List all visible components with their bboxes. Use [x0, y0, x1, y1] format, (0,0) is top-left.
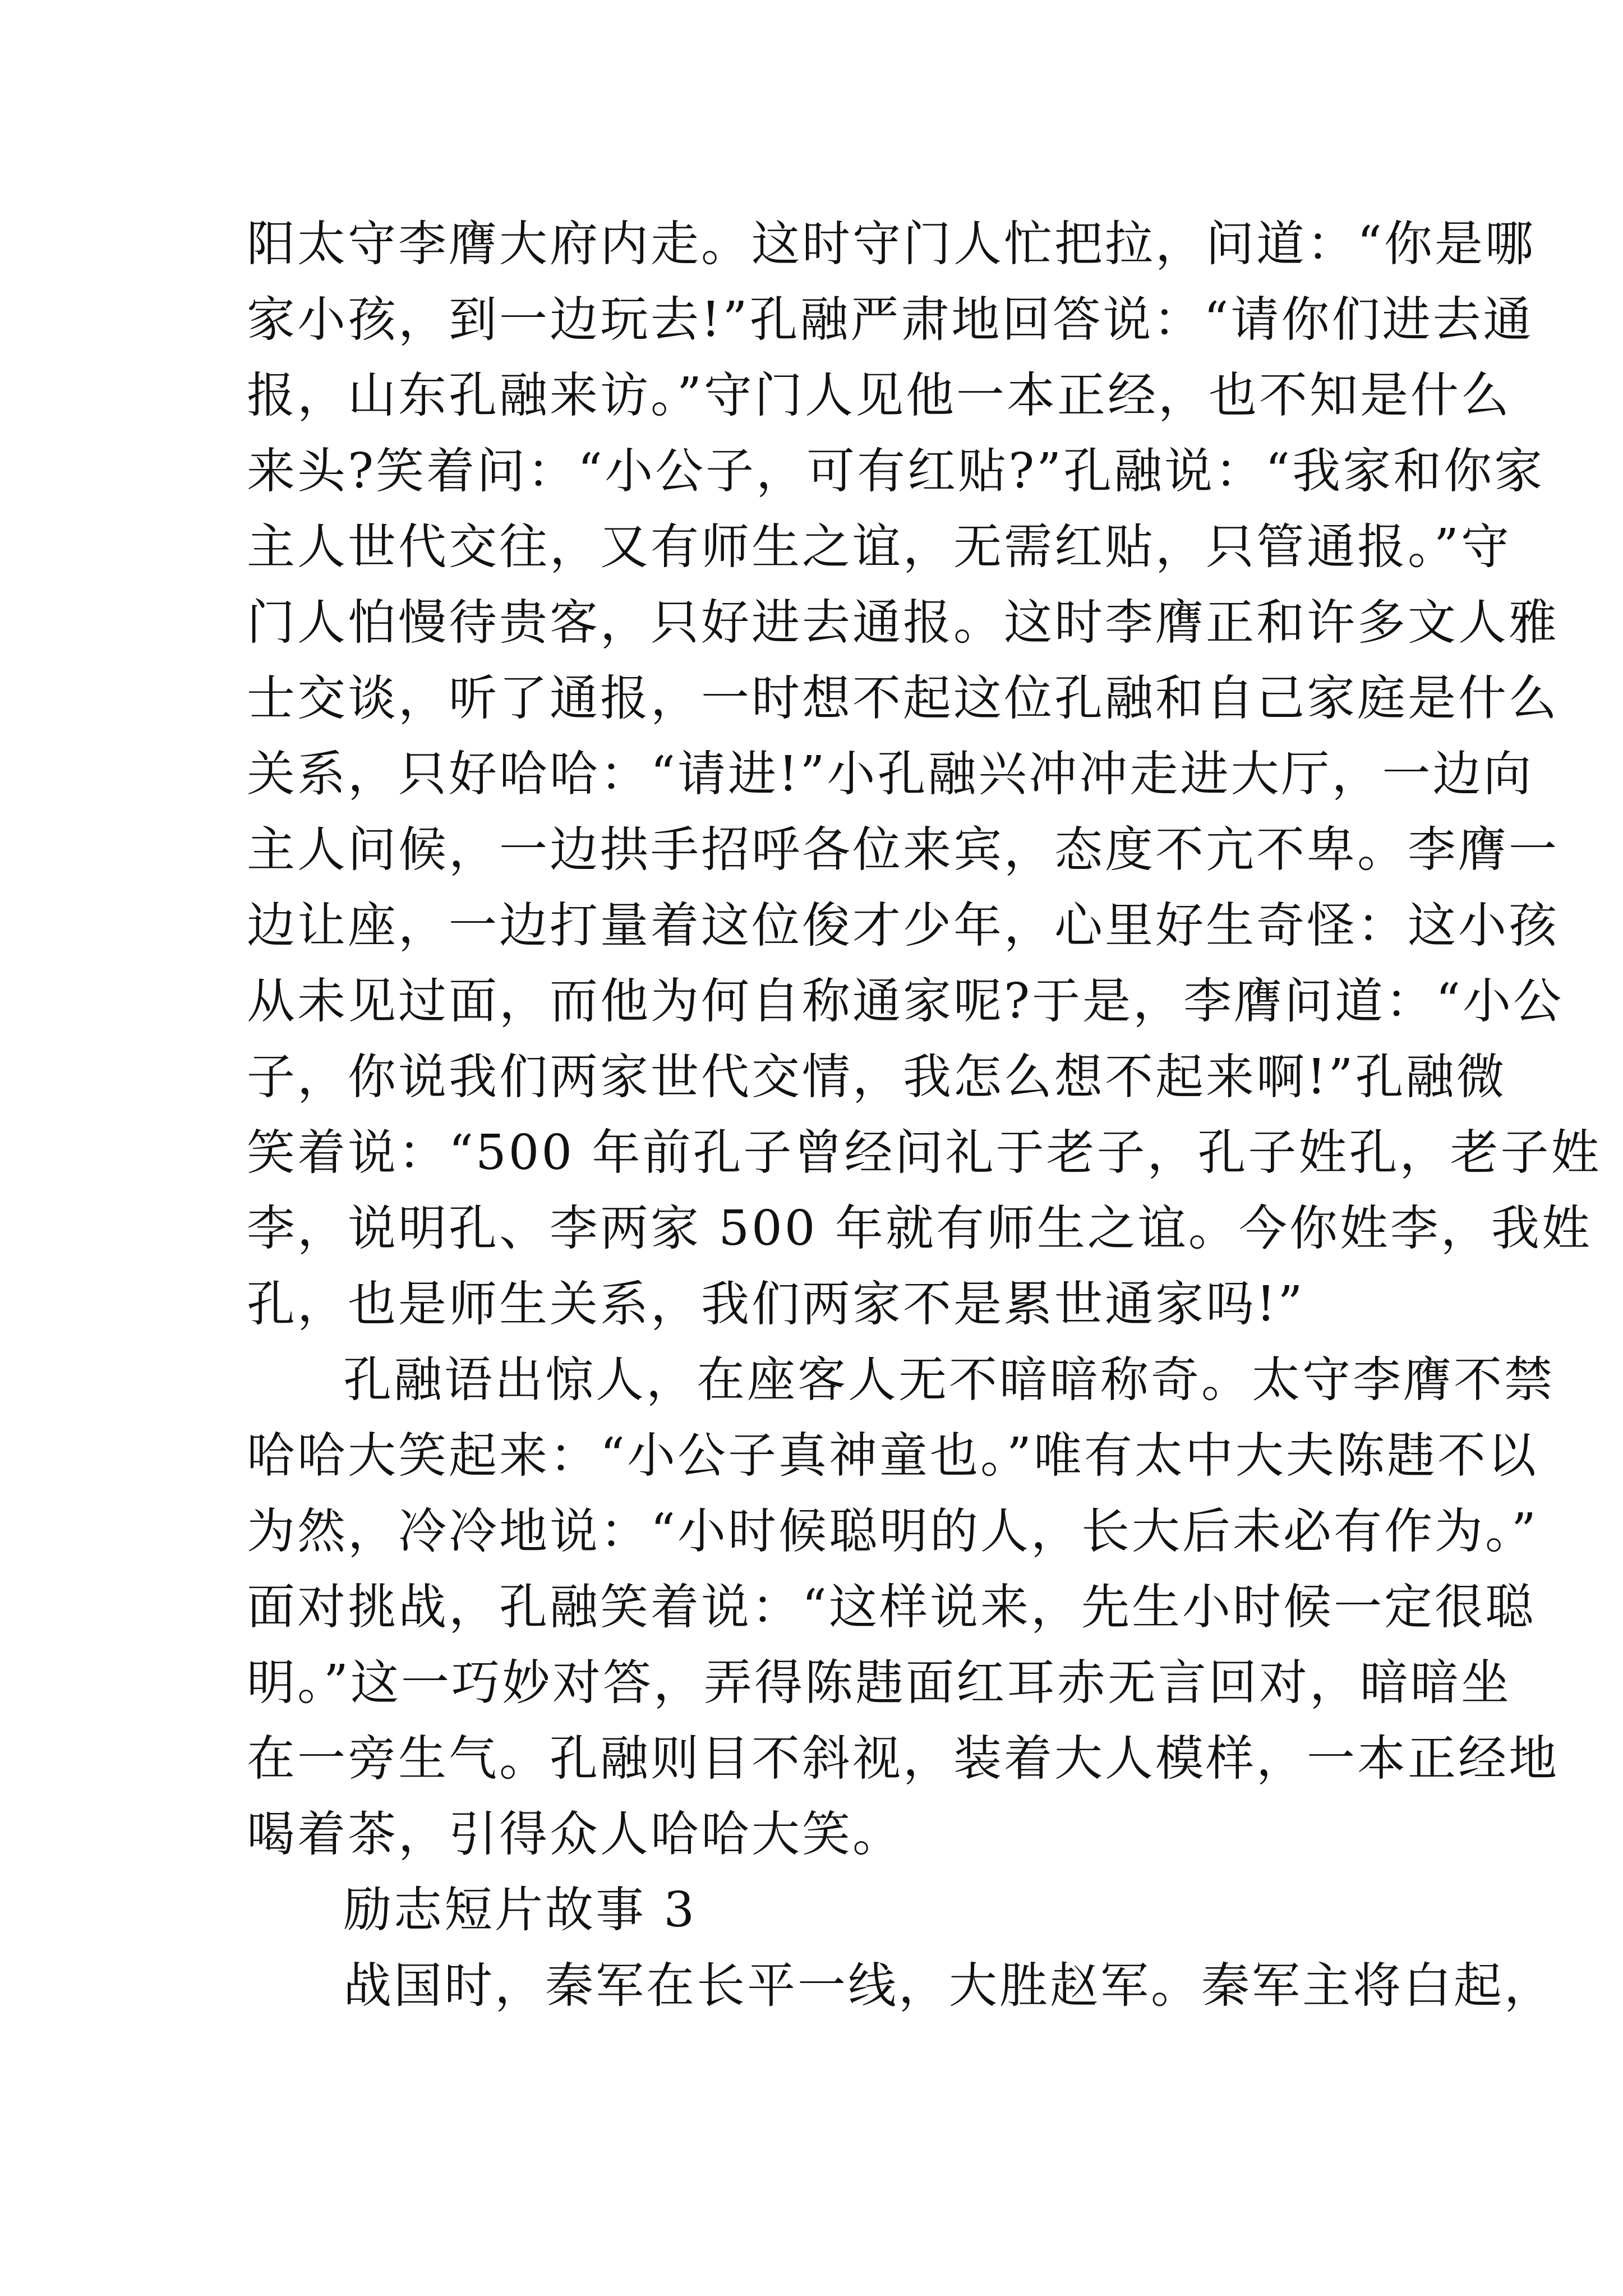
text-line: 从未见过面，而他为何自称通家呢?于是，李膺问道：“小公: [247, 973, 1564, 1029]
text-line: 主人世代交往，又有师生之谊，无需红贴，只管通报。”守: [247, 519, 1511, 575]
text-line: 在一旁生气。孔融则目不斜视，装着大人模样，一本正经地: [247, 1731, 1559, 1787]
text-line: 孔，也是师生关系，我们两家不是累世通家吗!”: [247, 1276, 1305, 1332]
text-line: 阳太守李膺大府内走。这时守门人忙把拉，问道：“你是哪: [247, 216, 1536, 272]
paragraph-start-line: 战国时，秦军在长平一线，大胜赵军。秦军主将白起，: [343, 1958, 1555, 2014]
text-line: 面对挑战，孔融笑着说：“这样说来，先生小时候一定很聪: [247, 1579, 1536, 1635]
text-line: 笑着说：“500 年前孔子曾经问礼于老子，孔子姓孔，老子姓: [247, 1125, 1602, 1181]
text-line: 报，山东孔融来访。”守门人见他一本正经，也不知是什么: [247, 367, 1511, 424]
section-heading: 励志短片故事 3: [343, 1882, 697, 1938]
text-line: 哈哈大笑起来：“小公子真神童也。”唯有太中大夫陈韪不以: [247, 1428, 1538, 1484]
text-line: 李，说明孔、李两家 500 年就有师生之谊。今你姓李，我姓: [247, 1200, 1592, 1257]
text-line: 士交谈，听了通报，一时想不起这位孔融和自己家庭是什么: [247, 670, 1559, 726]
text-line: 边让座，一边打量着这位俊才少年，心里好生奇怪：这小孩: [247, 898, 1559, 954]
text-line: 门人怕慢待贵客，只好进去通报。这时李膺正和许多文人雅: [247, 595, 1559, 651]
text-line: 来头?笑着问：“小公子，可有红贴?”孔融说：“我家和你家: [247, 443, 1545, 499]
text-line: 为然，冷冷地说：“小时候聪明的人，长大后未必有作为。”: [247, 1503, 1538, 1559]
text-line: 家小孩，到一边玩去!”孔融严肃地回答说：“请你们进去通: [247, 292, 1534, 348]
document-body: [247, 206, 1602, 2024]
paragraph-start-line: 孔融语出惊人，在座客人无不暗暗称奇。太守李膺不禁: [343, 1352, 1555, 1408]
text-line: 主人问候，一边拱手招呼各位来宾，态度不亢不卑。李膺一: [247, 822, 1559, 878]
text-line: 明。”这一巧妙对答，弄得陈韪面红耳赤无言回对，暗暗坐: [247, 1655, 1511, 1711]
text-line: 喝着茶，引得众人哈哈大笑。: [247, 1806, 903, 1862]
text-line: 子，你说我们两家世代交情，我怎么想不起来啊!”孔融微: [247, 1049, 1507, 1105]
text-line: 关系，只好哈哈：“请进!”小孔融兴冲冲走进大厅，一边向: [247, 746, 1534, 802]
